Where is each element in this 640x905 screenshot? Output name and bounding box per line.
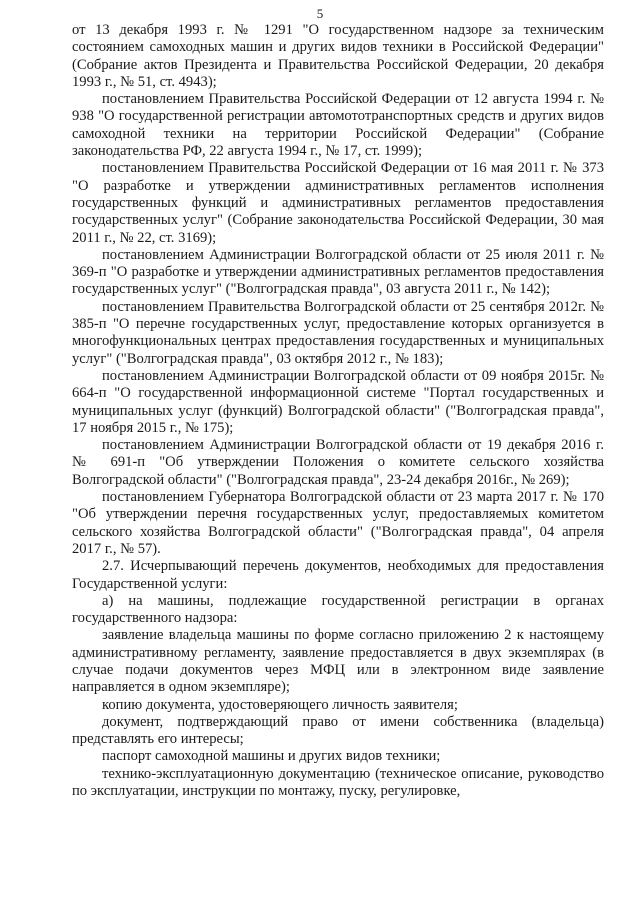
paragraph-11: заявление владельца машины по форме согласно приложению 2 к настоящему административному регламенту, заявление предоставляется в двух экземплярах (в случае подачи документов через МФЦ или в электронном виде заявление направляется в одном экземпляре); bbox=[72, 627, 604, 696]
paragraph-13: документ, подтверждающий право от имени собственника (владельца) представлять его интересы; bbox=[72, 713, 604, 748]
paragraph-4: постановлением Администрации Волгоградской области от 25 июля 2011 г. № 369-п "О разработке и утверждении административных регламентов предоставления государственных услуг" ("Волгоградская правда", 03 августа 2011 г., № 142); bbox=[72, 246, 604, 298]
paragraph-10: а) на машины, подлежащие государственной регистрации в органах государственного надзора: bbox=[72, 592, 604, 627]
paragraph-12: копию документа, удостоверяющего личность заявителя; bbox=[102, 696, 458, 713]
paragraph-6: постановлением Администрации Волгоградской области от 09 ноября 2015г. № 664-п "О государственной информационной системе "Портал государственных и муниципальных услуг (функций) Волгоградской области" ("Волгоградская правда", 17 ноября 2015 г., № 175); bbox=[72, 367, 604, 436]
paragraph-15: технико-эксплуатационную документацию (техническое описание, руководство по эксплуатации, инструкции по монтажу, пуску, регулировке, bbox=[72, 765, 604, 800]
paragraph-2: постановлением Правительства Российской Федерации от 12 августа 1994 г. № 938 "О государственной регистрации автомототранспортных средств и других видов самоходной техники на территории Российской Федерации" (Собрание законодательства РФ, 22 августа 1994 г., № 17, ст. 1999); bbox=[72, 91, 604, 160]
document-body bbox=[72, 22, 604, 800]
paragraph-9: 2.7. Исчерпывающий перечень документов, необходимых для предоставления Государственной услуги: bbox=[72, 558, 604, 592]
paragraph-14: паспорт самоходной машины и других видов техники; bbox=[102, 748, 441, 765]
paragraph-8: постановлением Губернатора Волгоградской области от 23 марта 2017 г. № 170 "Об утверждении перечня государственных услуг, предоставляемых комитетом сельского хозяйства Волгоградской области" ("Волгоградская правда", 04 апреля 2017 г., № 57). bbox=[72, 489, 604, 557]
paragraph-1: от 13 декабря 1993 г. № 1291 "О государственном надзоре за техническим состоянием самоходных машин и других видов техники в Российской Федерации" (Собрание актов Президента и Правительства Российской Федерации, 20 декабря 1993 г., № 51, ст. 4943); bbox=[72, 22, 604, 90]
paragraph-3: постановлением Правительства Российской Федерации от 16 мая 2011 г. № 373 "О разработке и утверждении административных регламентов исполнения государственных функций и административных регламентов предоставления государственных услуг" (Собрание законодательства Российской Федерации, 30 мая 2011 г., № 22, ст. 3169); bbox=[72, 160, 604, 246]
paragraph-7: постановлением Администрации Волгоградской области от 19 декабря 2016 г. № 691-п "Об утверждении Положения о комитете сельского хозяйства Волгоградской области" ("Волгоградская правда", 23-24 декабря 2016г., № 269); bbox=[72, 437, 604, 488]
paragraph-5: постановлением Правительства Волгоградской области от 25 сентября 2012г. № 385-п "О перечне государственных услуг, предоставление которых организуется в многофункциональных центрах предоставления государственных и муниципальных услуг" ("Волгоградская правда", 03 октября 2012 г., № 183); bbox=[72, 298, 604, 367]
page-number: 5 bbox=[316, 6, 324, 21]
